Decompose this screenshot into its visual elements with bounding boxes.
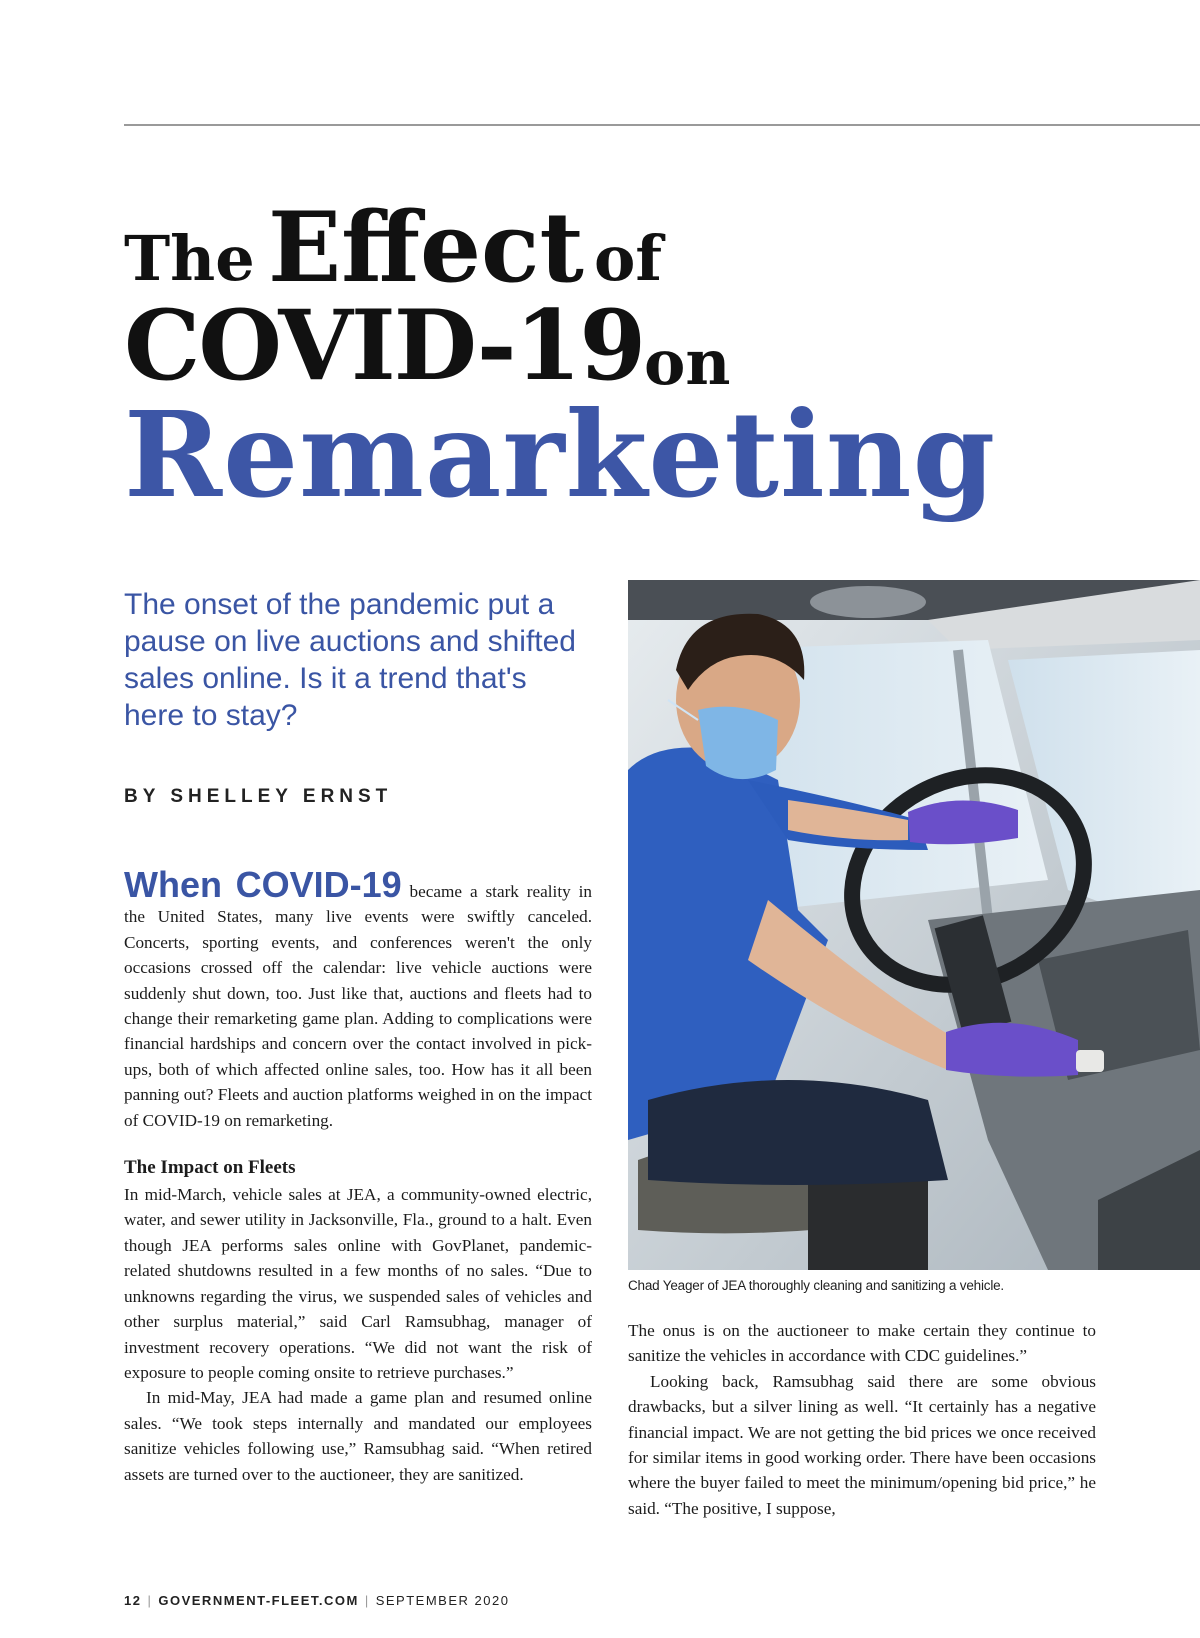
headline-remarketing: Remarketing: [124, 385, 997, 524]
body-paragraph-2: In mid-March, vehicle sales at JEA, a community-owned electric, water, and sewer utility in Jacksonville, Fla., ground to a halt. Even though JEA performs sales online with GovPlanet, pandemic-related shutdowns resulted in a few months of no sales. “Due to unknowns regarding the virus, we suspended sales of vehicles and other surplus material,” said Carl Ramsubhag, manager of investment recovery operations. “We did not want the risk of exposure to people coming onsite to retrieve purchases.”: [124, 1185, 592, 1382]
footer-divider: |: [364, 1593, 370, 1608]
footer-site: GOVERNMENT-FLEET.COM: [158, 1593, 359, 1608]
footer-issue: SEPTEMBER 2020: [375, 1593, 510, 1608]
headline-of: of: [594, 222, 663, 295]
headline-the: The: [124, 222, 255, 295]
right-paragraph-2: Looking back, Ramsubhag said there are some obvious drawbacks, but a silver lining as well. “It certainly has a negative financial impact. We are not getting the bid prices we once received for similar items in good working order. There have been occasions where the buyer failed to meet the minimum/opening bid price,” he said. “The positive, I suppose,: [628, 1371, 1096, 1518]
lead-paragraph: [124, 864, 592, 1133]
right-paragraph-1: The onus is on the auctioneer to make certain they continue to sanitize the vehicles in accordance with CDC guidelines.”: [628, 1321, 1096, 1366]
right-column: [628, 1318, 1096, 1521]
headline-covid: COVID-19: [124, 289, 645, 402]
page-footer: [124, 1593, 509, 1608]
article-photo: [628, 580, 1200, 1270]
photo-caption: Chad Yeager of JEA thoroughly cleaning and sanitizing a vehicle.: [628, 1278, 1004, 1293]
page-number: 12: [124, 1593, 142, 1608]
article-dek: The onset of the pandemic put a pause on live auctions and shifted sales online. Is it a trend that's here to stay?: [124, 588, 576, 732]
headline-on: on: [644, 326, 731, 399]
lead-in: When COVID-19: [124, 864, 402, 905]
photo-illustration: [628, 580, 1200, 1270]
section-subhead: The Impact on Fleets: [124, 1157, 296, 1179]
footer-divider: |: [147, 1593, 153, 1608]
headline-effect: Effect: [268, 191, 584, 304]
top-rule: [124, 124, 1200, 126]
body-paragraph-3: In mid-May, JEA had made a game plan and resumed online sales. “We took steps internally and mandated our employees sanitize vehicles following use,” Ramsubhag said. “When retired assets are turned over to the auctioneer, they are sanitized.: [124, 1388, 592, 1484]
lead-paragraph-text: became a stark reality in the United States, many live events were swiftly canceled. Concerts, sporting events, and conferences weren't the only occasions crossed off the calendar: live vehicle auctions were suddenly shut down, too. Just like that, auctions and fleets had to change their remarketing game plan. Adding to complications were financial hardships and concern over the contact involved in pick-ups, both of which affected online sales, too. How has it all been panning out? Fleets and auction platforms weighed in on the impact of COVID-19 on remarketing.: [124, 882, 592, 1130]
left-column: [124, 864, 592, 1487]
byline: BY SHELLEY ERNST: [124, 786, 393, 807]
